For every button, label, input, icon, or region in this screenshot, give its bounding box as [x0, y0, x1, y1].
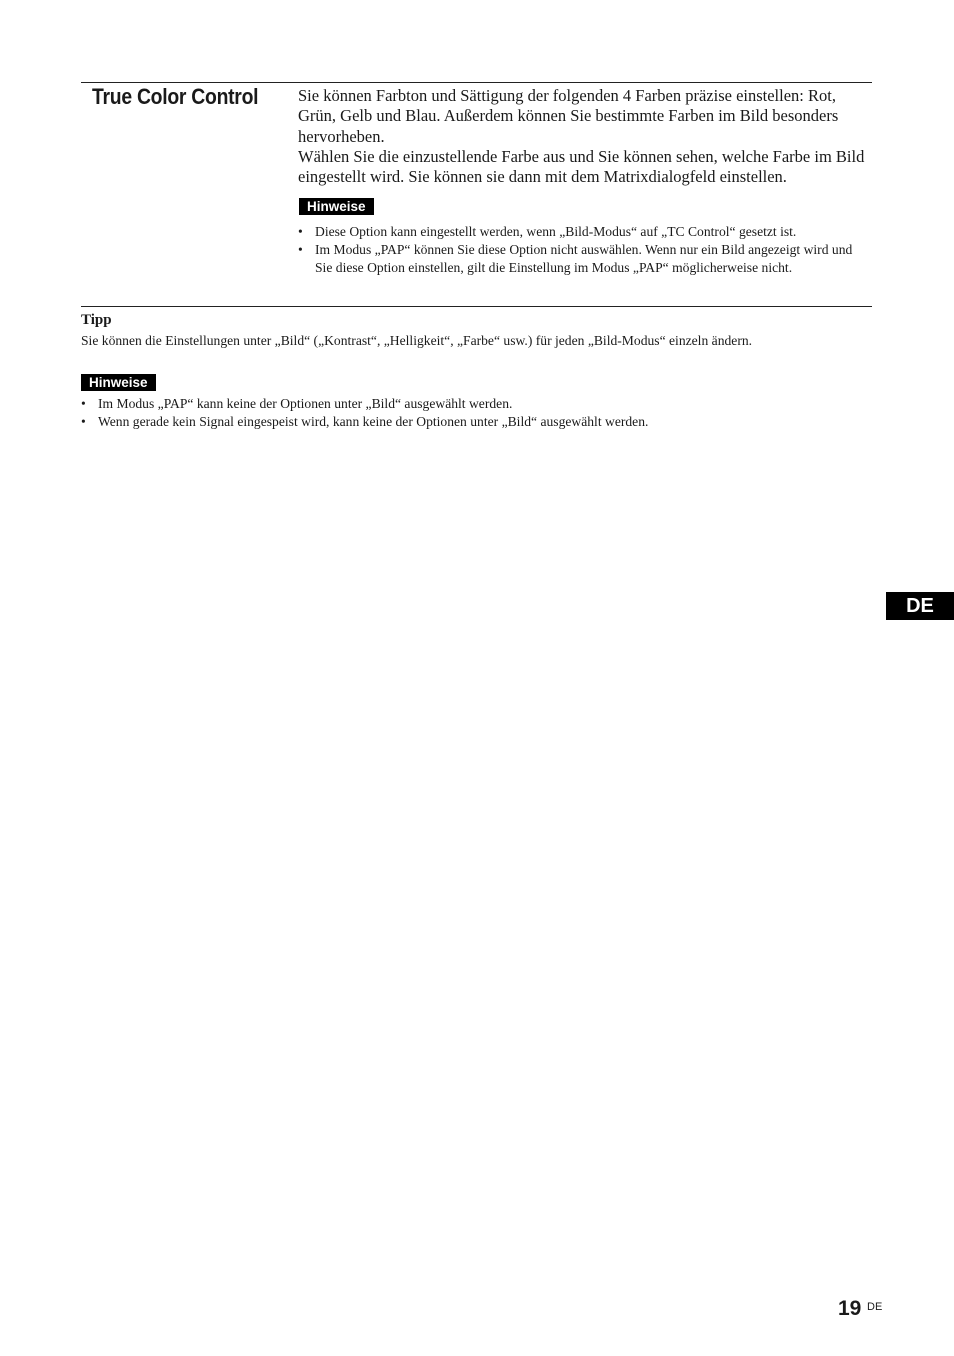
- note-text: Im Modus „PAP“ können Sie diese Option nicht auswählen. Wenn nur ein Bild angezeigt wird und Sie diese Option einstellen, gilt die Einstellung im Modus „PAP“ möglicherweise nicht.: [315, 242, 853, 276]
- note-text: Diese Option kann eingestellt werden, wenn „Bild-Modus“ auf „TC Control“ gesetzt ist.: [315, 224, 797, 239]
- note-text: Wenn gerade kein Signal eingespeist wird, kann keine der Optionen unter „Bild“ ausgewählt werden.: [98, 414, 649, 429]
- table-bottom-rule: [81, 306, 872, 307]
- bullet-icon: •: [81, 396, 86, 411]
- note-text: Im Modus „PAP“ kann keine der Optionen unter „Bild“ ausgewählt werden.: [98, 396, 513, 411]
- bullet-icon: •: [81, 414, 86, 429]
- option-paragraph-2: Wählen Sie die einzustellende Farbe aus und Sie können sehen, welche Farbe im Bild eingestellt wird. Sie können sie dann mit dem Matrixdialogfeld einstellen.: [298, 146, 865, 187]
- section-notes-badge: Hinweise: [81, 374, 156, 391]
- option-description: [298, 86, 870, 187]
- page-language-code: DE: [867, 1301, 883, 1313]
- table-top-rule: [81, 82, 872, 83]
- option-title: True Color Control: [92, 84, 259, 109]
- option-notes-badge: Hinweise: [299, 198, 374, 215]
- list-item: [81, 413, 881, 431]
- page-number: 19: [838, 1297, 862, 1320]
- bullet-icon: •: [298, 242, 303, 258]
- list-item: [81, 395, 881, 413]
- section-notes-list: [81, 395, 881, 431]
- tipp-text: Sie können die Einstellungen unter „Bild“ („Kontrast“, „Helligkeit“, „Farbe“ usw.) für jeden „Bild-Modus“ einzeln ändern.: [81, 333, 753, 348]
- list-item: [298, 223, 872, 241]
- tipp-heading: Tipp: [81, 312, 112, 328]
- option-paragraph-1: Sie können Farbton und Sättigung der folgenden 4 Farben präzise einstellen: Rot, Grün, Gelb und Blau. Außerdem können Sie bestimmte Farben im Bild besonders hervorheben.: [298, 86, 839, 146]
- list-item: [298, 241, 872, 277]
- bullet-icon: •: [298, 224, 303, 239]
- language-tab: DE: [886, 592, 954, 620]
- option-notes-list: [298, 223, 872, 278]
